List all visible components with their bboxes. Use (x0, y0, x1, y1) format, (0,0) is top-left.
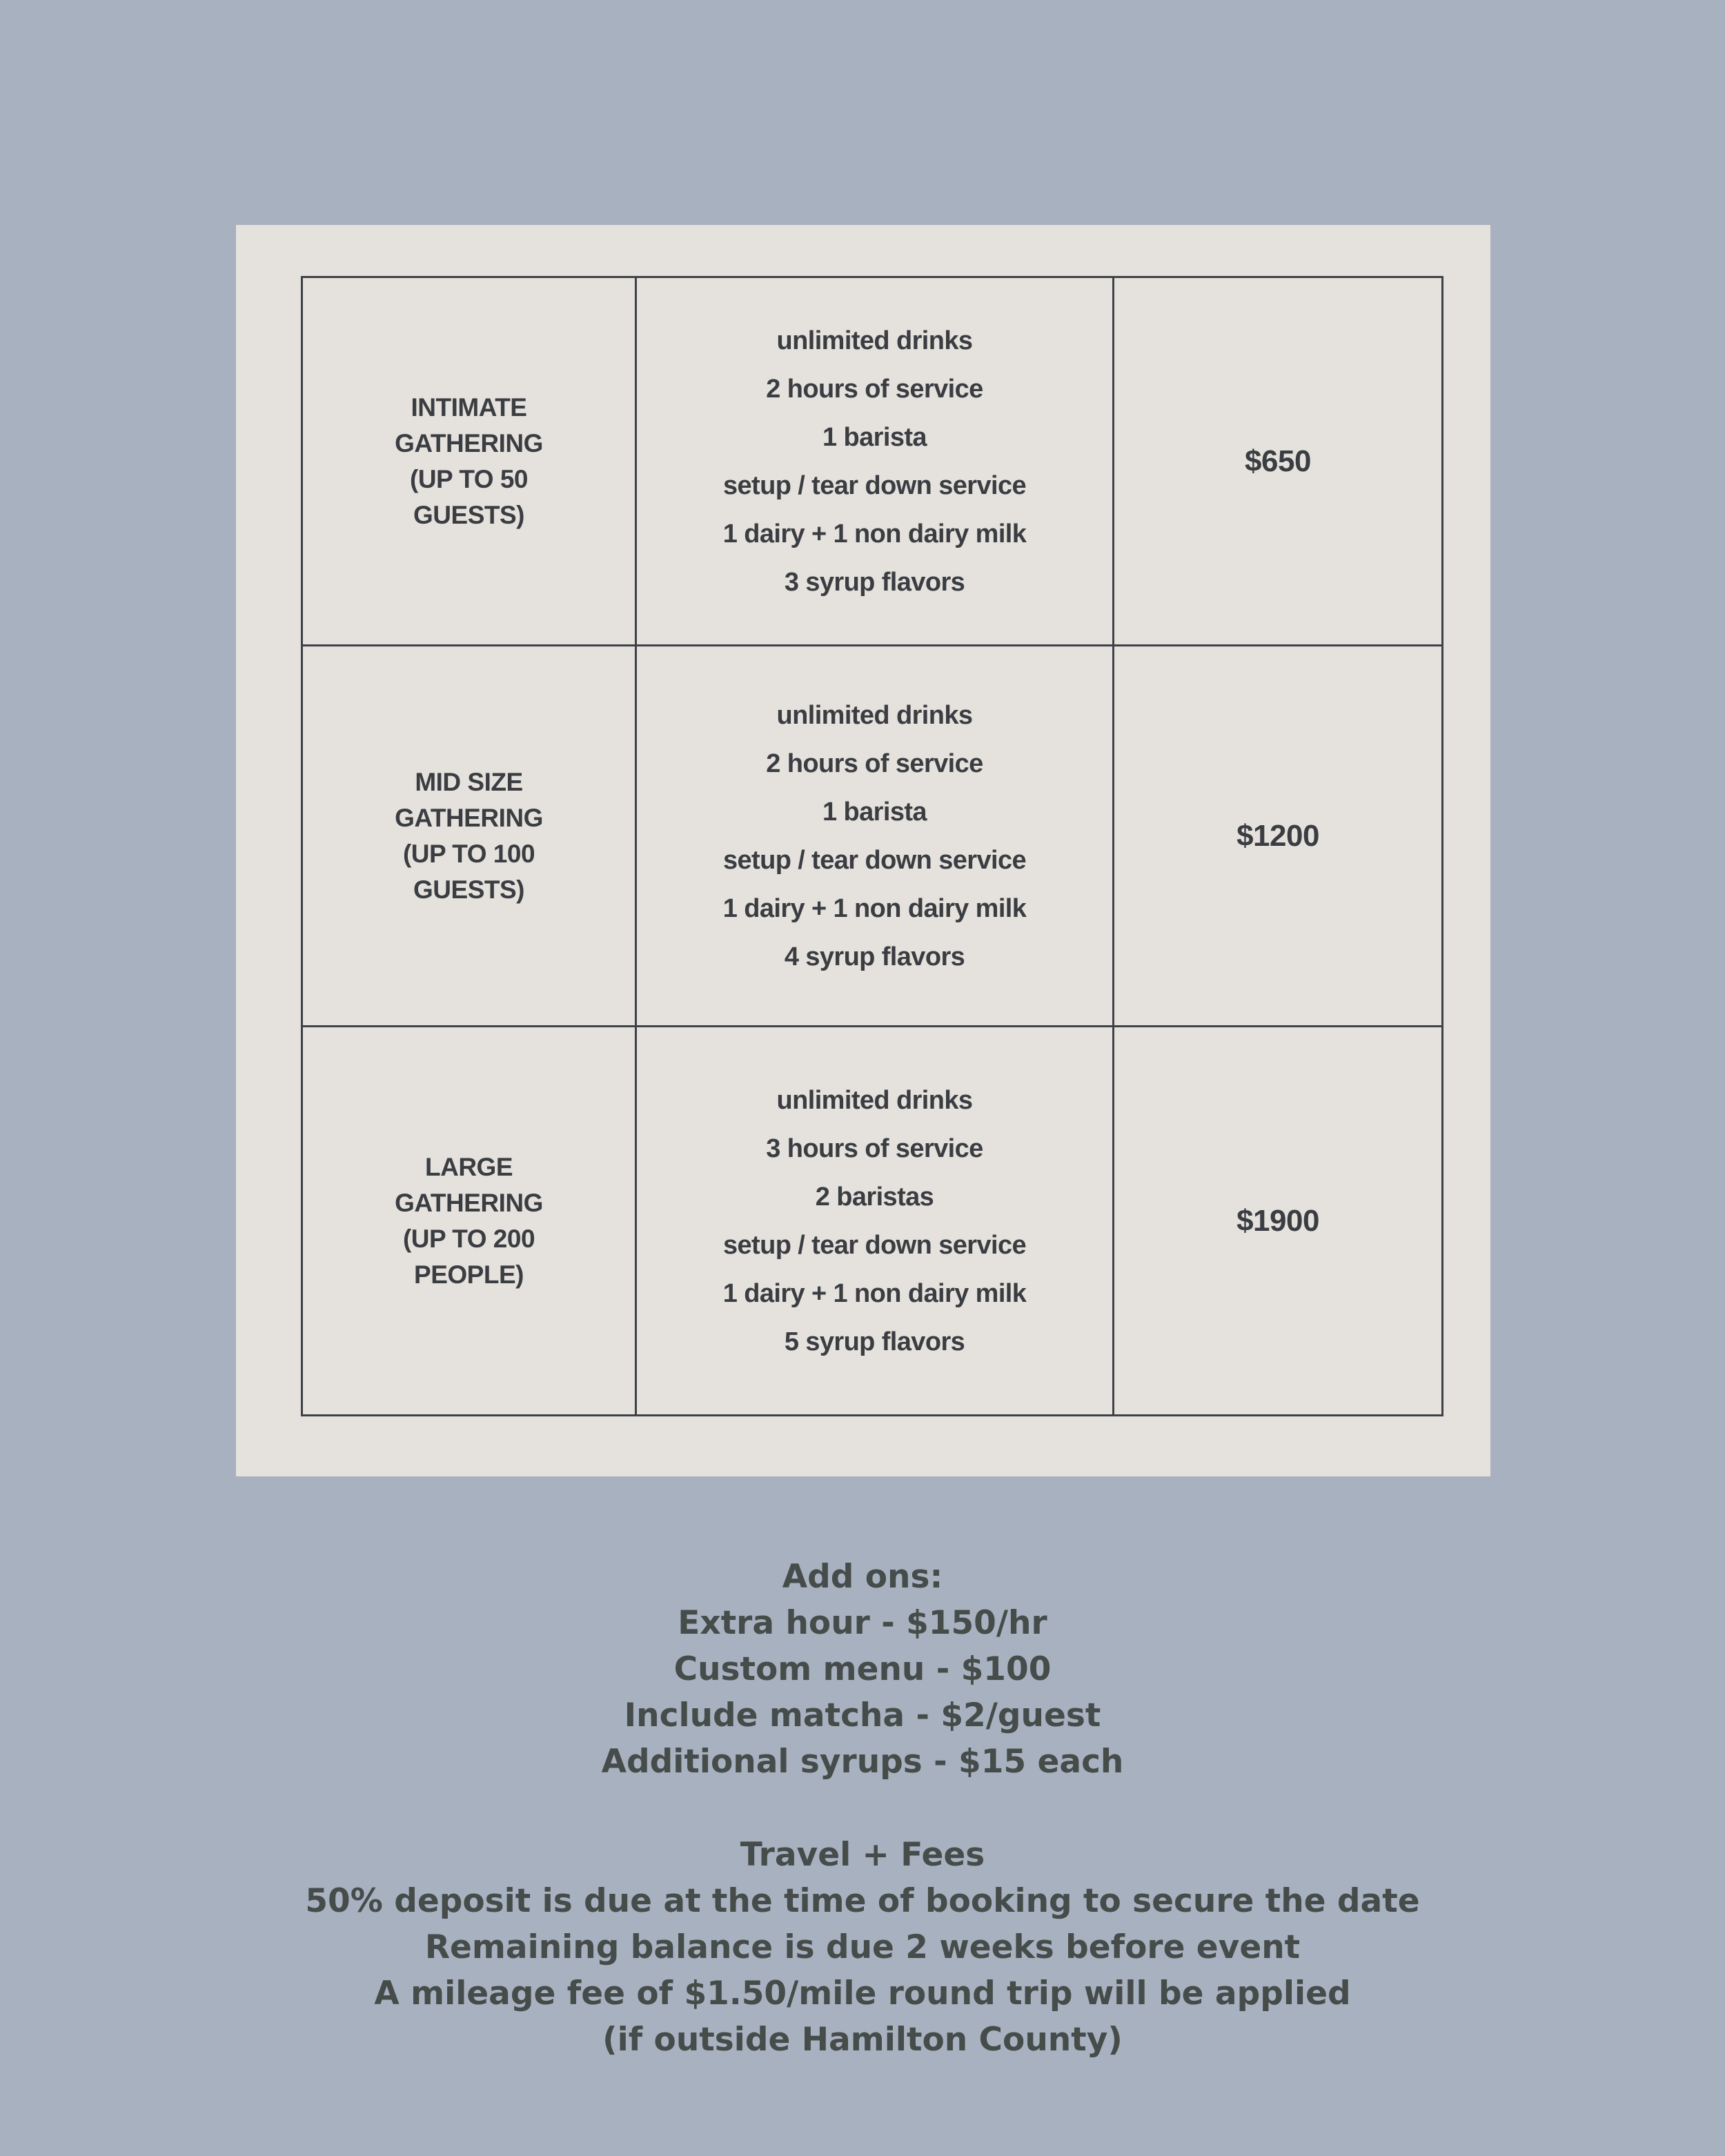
feature-item: 1 dairy + 1 non dairy milk (722, 893, 1027, 923)
fees-title: Travel + Fees (740, 1836, 985, 1874)
package-row-large (302, 1027, 1443, 1416)
feature-item: 2 hours of service (766, 374, 983, 404)
feature-item: 4 syrup flavors (784, 942, 965, 971)
feature-item: 1 barista (822, 797, 927, 827)
fee-line: A mileage fee of $1.50/mile round trip will be applied (374, 1975, 1351, 2012)
fee-line: (if outside Hamilton County) (602, 2021, 1123, 2059)
package-features-cell (636, 1027, 1114, 1416)
fee-line: 50% deposit is due at the time of booking to secure the date (305, 1882, 1420, 1920)
addons-title: Add ons: (782, 1558, 943, 1596)
package-row-mid-size (302, 646, 1443, 1027)
fee-line: Remaining balance is due 2 weeks before event (424, 1928, 1301, 1966)
package-price: $650 (1245, 444, 1311, 478)
feature-item: 3 hours of service (766, 1134, 983, 1163)
fees-section (0, 1832, 1725, 2063)
addons-section (0, 1554, 1725, 1785)
package-name: LARGE GATHERING (UP TO 200 PEOPLE) (395, 1152, 543, 1289)
package-features-list (637, 1076, 1112, 1366)
package-name-cell (302, 1027, 636, 1416)
addon-item: Include matcha - $2/guest (624, 1697, 1101, 1734)
package-features-list (637, 317, 1112, 606)
package-features-cell (636, 277, 1114, 646)
feature-item: 1 dairy + 1 non dairy milk (722, 519, 1027, 548)
package-name-cell (302, 646, 636, 1027)
addon-item: Extra hour - $150/hr (678, 1604, 1047, 1642)
feature-item: 3 syrup flavors (784, 567, 965, 597)
package-price: $1200 (1236, 818, 1319, 853)
addon-item: Additional syrups - $15 each (601, 1743, 1124, 1781)
feature-item: setup / tear down service (722, 1230, 1027, 1260)
feature-item: 2 hours of service (766, 749, 983, 778)
package-price-cell (1114, 1027, 1443, 1416)
feature-item: setup / tear down service (722, 471, 1027, 500)
feature-item: 1 dairy + 1 non dairy milk (722, 1278, 1027, 1308)
feature-item: 1 barista (822, 422, 927, 452)
feature-item: unlimited drinks (776, 1085, 973, 1115)
package-features-cell (636, 646, 1114, 1027)
feature-item: unlimited drinks (776, 326, 973, 355)
feature-item: setup / tear down service (722, 845, 1027, 875)
addon-item: Custom menu - $100 (673, 1650, 1052, 1688)
feature-item: unlimited drinks (776, 700, 973, 730)
package-price: $1900 (1236, 1203, 1319, 1238)
package-name: MID SIZE GATHERING (UP TO 100 GUESTS) (395, 767, 543, 904)
package-row-intimate (302, 277, 1443, 646)
feature-item: 5 syrup flavors (784, 1327, 965, 1356)
package-name-cell (302, 277, 636, 646)
package-features-list (637, 691, 1112, 981)
packages-table (301, 276, 1443, 1416)
feature-item: 2 baristas (815, 1182, 934, 1211)
package-price-cell (1114, 646, 1443, 1027)
package-name: INTIMATE GATHERING (UP TO 50 GUESTS) (395, 393, 543, 529)
package-price-cell (1114, 277, 1443, 646)
